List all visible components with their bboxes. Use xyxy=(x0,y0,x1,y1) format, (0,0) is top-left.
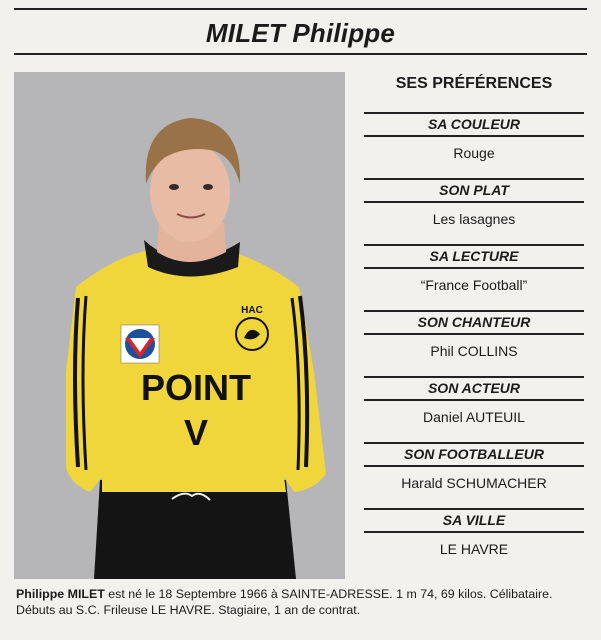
pref-label: SON CHANTEUR xyxy=(417,314,531,330)
pref-value: Les lasagnes xyxy=(432,211,516,227)
jersey-sponsor-line2: V xyxy=(183,412,209,453)
pref-value: LE HAVRE xyxy=(439,541,509,557)
pref-label: SON PLAT xyxy=(439,182,509,198)
sponsor-badge-icon xyxy=(121,325,159,363)
crest-text: HAC xyxy=(241,305,263,316)
pref-value: Phil COLLINS xyxy=(430,343,518,359)
page-title: MILET Philippe xyxy=(205,18,396,48)
pref-value: Daniel AUTEUIL xyxy=(423,409,525,425)
pref-value: “France Football” xyxy=(420,277,528,293)
pref-value: Rouge xyxy=(453,145,495,161)
pref-value: Harald SCHUMACHER xyxy=(401,475,547,491)
pref-label: SA COULEUR xyxy=(427,116,521,132)
top-rule xyxy=(14,8,587,10)
bio-name: Philippe MILET xyxy=(16,587,105,601)
jersey-sponsor-line1: POINT xyxy=(140,367,252,408)
pref-label: SON FOOTBALLEUR xyxy=(404,446,544,462)
pref-label: SON ACTEUR xyxy=(427,380,521,396)
pref-label: SA VILLE xyxy=(442,512,506,528)
bio-text: est né le 18 Septembre 1966 à SAINTE-ADRESSE. 1 m 74, 69 kilos. Célibataire. Débuts au S.C. Frileuse LE HAVRE. Stagiaire, 1 an de contrat. xyxy=(16,587,553,617)
pref-label: SA LECTURE xyxy=(429,248,519,264)
preferences-heading: SES PRÉFÉRENCES xyxy=(395,75,553,92)
bio-caption xyxy=(16,586,591,618)
player-photo xyxy=(14,72,345,579)
title-underline xyxy=(14,53,587,55)
